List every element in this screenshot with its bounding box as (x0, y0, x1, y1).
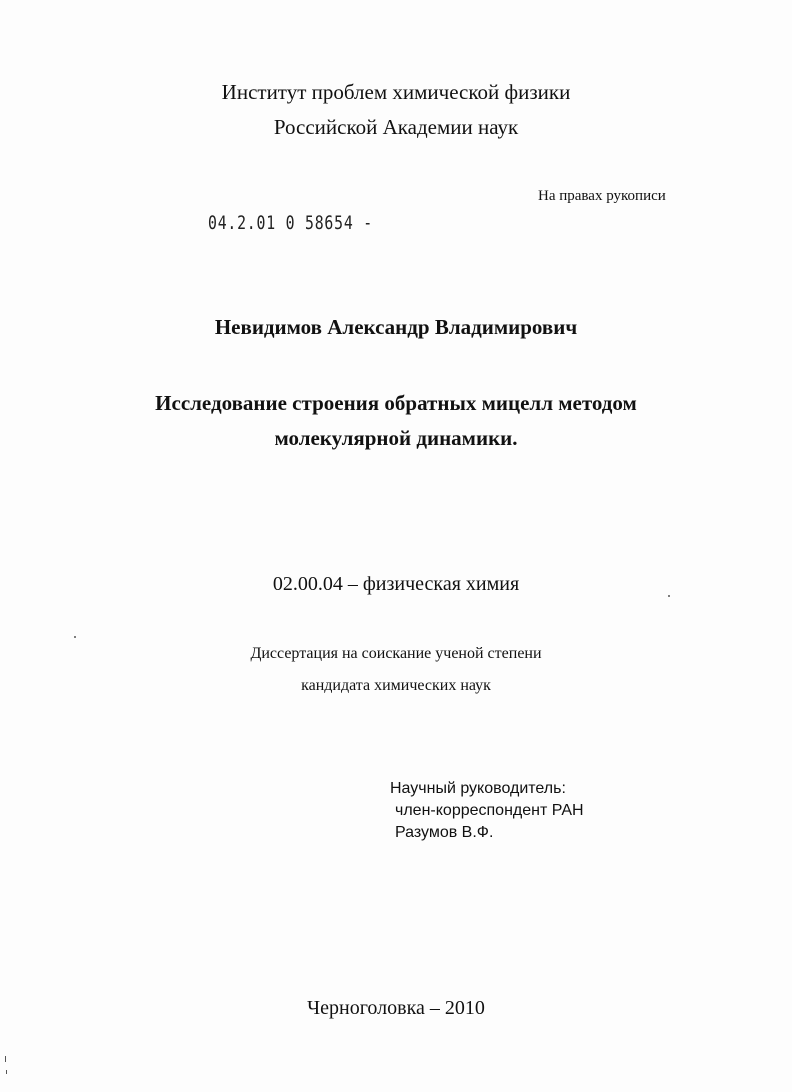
degree-statement-line1: Диссертация на соискание ученой степени (250, 645, 542, 662)
archive-stamp-number: 04.2.01 0 58654 - (208, 212, 373, 234)
author-name: Невидимов Александр Владимирович (214, 315, 578, 339)
city-year: Черноголовка – 2010 (307, 997, 485, 1019)
supervisor-name: Разумов В.Ф. (395, 824, 494, 841)
degree-statement-line2: кандидата химических наук (301, 677, 491, 694)
supervisor-rank: член-корреспондент РАН (395, 802, 584, 819)
institute-name-line2: Российской Академии наук (273, 115, 519, 139)
institute-name-line1: Институт проблем химической физики (221, 80, 571, 104)
scan-speck (74, 636, 76, 638)
manuscript-rights-note: На правах рукописи (538, 188, 666, 204)
supervisor-label: Научный руководитель: (390, 780, 566, 797)
specialty-code: 02.00.04 – физическая химия (272, 573, 520, 595)
scan-speck (5, 1056, 6, 1062)
thesis-title-line1: Исследование строения обратных мицелл методом (155, 391, 637, 415)
scan-speck (6, 1070, 7, 1074)
thesis-title-line2: молекулярной динамики. (274, 426, 518, 450)
scan-speck (668, 595, 670, 597)
